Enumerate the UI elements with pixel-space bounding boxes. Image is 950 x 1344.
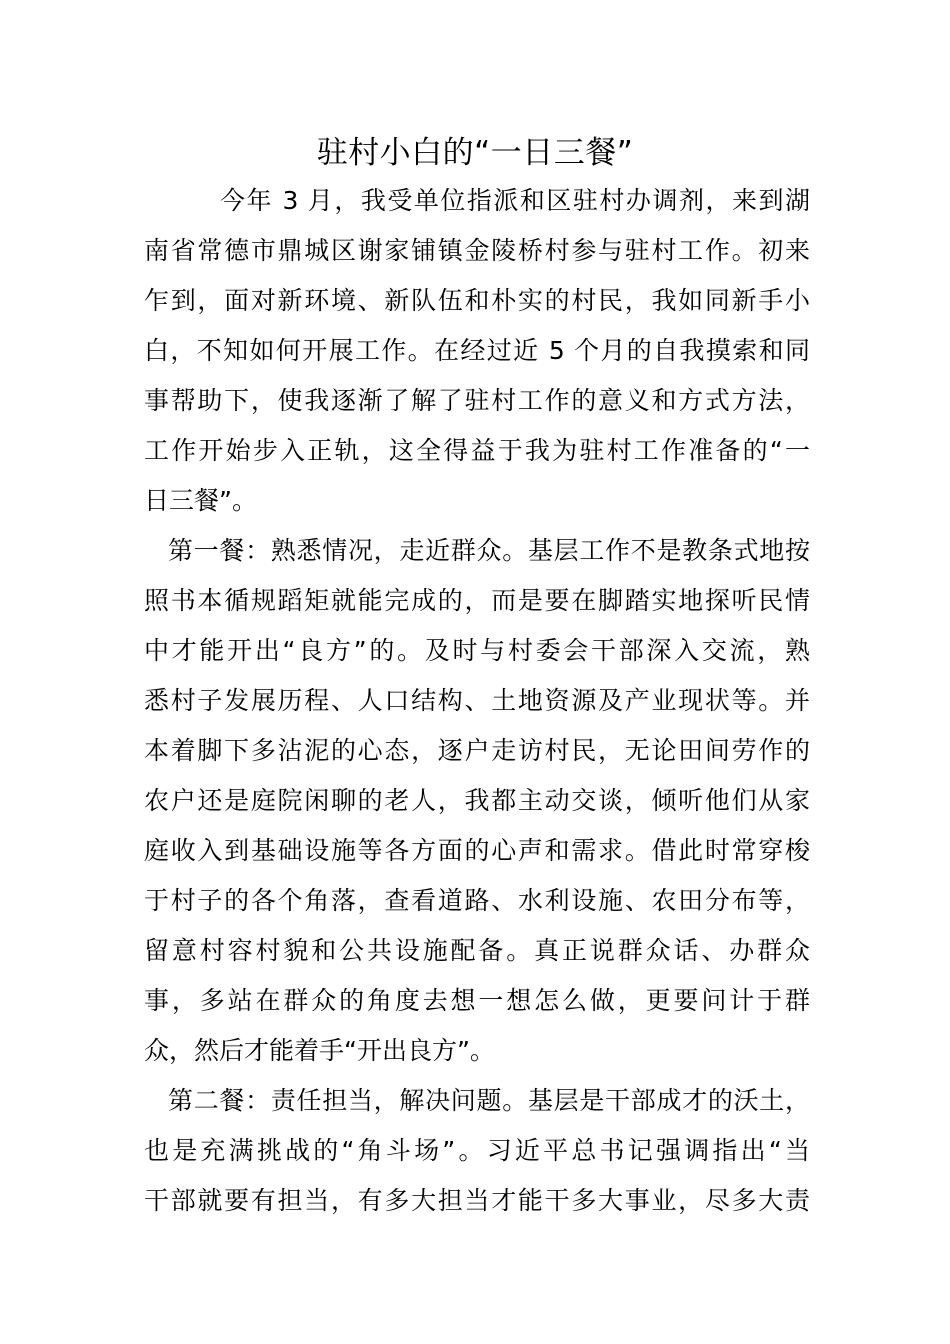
- paragraph-3-line-3: 干部就要有担当，有多大担当才能干多大事业，尽多大责: [144, 1186, 810, 1215]
- paragraph-1-line-1: 今年 3 月，我受单位指派和区驻村办调剂，来到湖: [220, 186, 810, 215]
- paragraph-2-line-11: 众，然后才能着手“开出良方”。: [144, 1036, 495, 1065]
- paragraph-2-line-5: 本着脚下多沾泥的心态，逐户走访村民，无论田间劳作的: [144, 736, 810, 765]
- paragraph-1-line-7: 日三餐”。: [144, 486, 257, 515]
- paragraph-1-line-3: 乍到，面对新环境、新队伍和朴实的村民，我如同新手小: [144, 286, 810, 315]
- paragraph-2-line-6: 农户还是庭院闲聊的老人，我都主动交谈，倾听他们从家: [144, 786, 810, 815]
- paragraph-1-line-4: 白，不知如何开展工作。在经过近 5 个月的自我摸索和同: [144, 336, 810, 365]
- paragraph-2-line-7: 庭收入到基础设施等各方面的心声和需求。借此时常穿梭: [144, 836, 810, 865]
- paragraph-1-line-6: 工作开始步入正轨，这全得益于我为驻村工作准备的“一: [144, 436, 810, 465]
- paragraph-2-line-3: 中才能开出“良方”的。及时与村委会干部深入交流，熟: [144, 636, 810, 665]
- paragraph-1-line-5: 事帮助下，使我逐渐了解了驻村工作的意义和方式方法，: [144, 386, 810, 415]
- paragraph-3-line-2: 也是充满挑战的“角斗场”。习近平总书记强调指出“当: [144, 1136, 810, 1165]
- paragraph-2-line-2: 照书本循规蹈矩就能完成的，而是要在脚踏实地探听民情: [144, 586, 810, 615]
- paragraph-1-line-2: 南省常德市鼎城区谢家铺镇金陵桥村参与驻村工作。初来: [144, 236, 810, 265]
- paragraph-2-line-1: 第一餐：熟悉情况，走近群众。基层工作不是教条式地按: [168, 536, 810, 565]
- document-title: 驻村小白的“一日三餐”: [316, 135, 634, 171]
- paragraph-3-line-1: 第二餐：责任担当，解决问题。基层是干部成才的沃土，: [168, 1086, 810, 1115]
- paragraph-2-line-4: 悉村子发展历程、人口结构、土地资源及产业现状等。并: [144, 686, 810, 715]
- paragraph-2-line-10: 事，多站在群众的角度去想一想怎么做，更要问计于群: [144, 986, 810, 1015]
- paragraph-2-line-8: 于村子的各个角落，查看道路、水利设施、农田分布等，: [144, 886, 810, 915]
- paragraph-2-line-9: 留意村容村貌和公共设施配备。真正说群众话、办群众: [144, 936, 810, 965]
